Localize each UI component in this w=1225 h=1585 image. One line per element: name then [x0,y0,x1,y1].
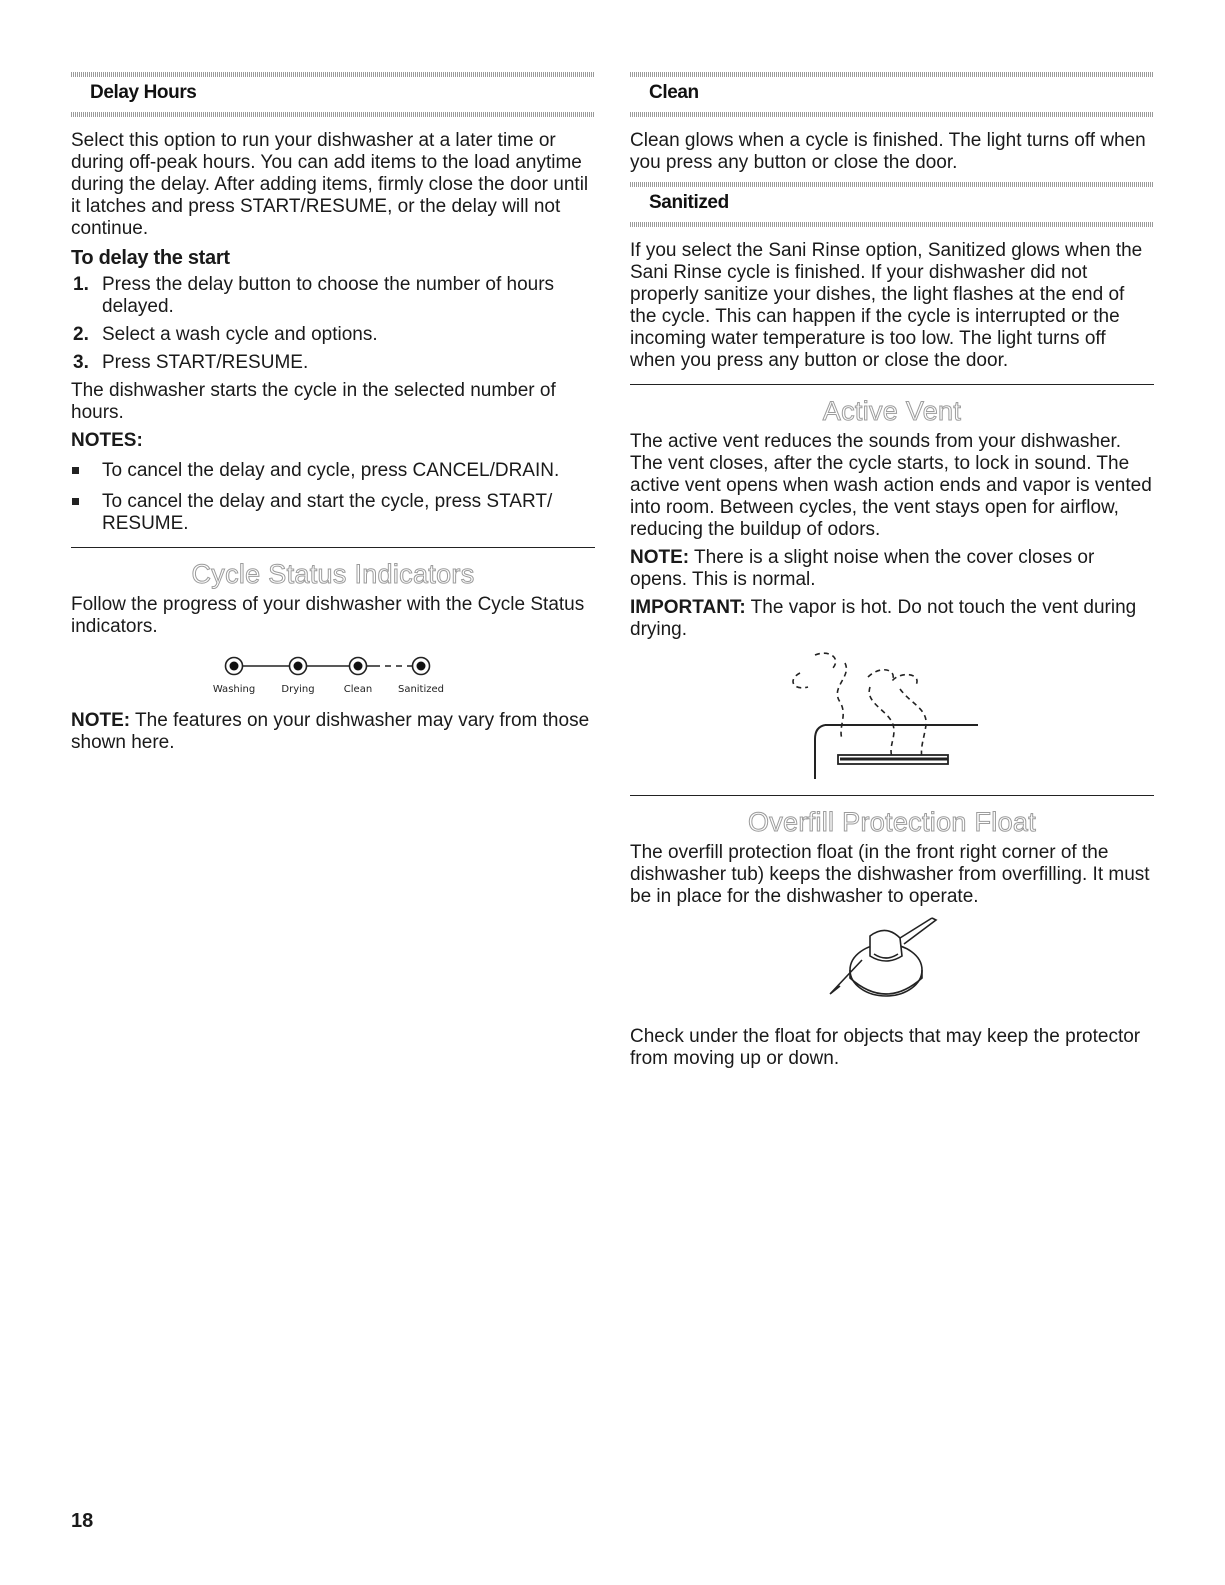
notes-list [71,460,595,535]
step-number: 1. [73,274,89,295]
delay-hours-heading-block [71,72,595,122]
left-column [71,72,595,760]
heading-rule-bottom [630,112,1154,117]
sanitized-heading: Sanitized [649,192,729,213]
section-divider [630,795,1154,796]
note-label: NOTE: [630,547,690,568]
cycle-status-intro: Follow the progress of your dishwasher with the Cycle Status indicators. [71,594,585,637]
step-item [71,352,595,374]
indicator-label-drying: Drying [281,684,315,695]
note-text: There is a slight noise when the cover closes or opens. This is normal. [630,547,1095,590]
vapor-steam-icon [793,653,926,759]
indicator-light-icon [350,658,367,675]
overfill-title: Overfill Protection Float [747,807,1037,837]
clean-text: Clean glows when a cycle is finished. The light turns off when you press any button or close the door. [630,130,1146,173]
heading-rule-top [630,182,1154,187]
cycle-status-indicators-diagram [213,652,453,700]
notes-title: NOTES: [71,430,143,451]
note-text: To cancel the delay and start the cycle, press START/ RESUME. [102,491,553,534]
indicator-label-sanitized: Sanitized [397,684,445,695]
indicator-label-clean: Clean [343,684,373,695]
note-label: NOTE: [71,710,131,731]
cycle-status-note [71,710,595,754]
active-vent-title: Active Vent [822,396,962,426]
indicator-light-icon [226,658,243,675]
indicator-light-icon [290,658,307,675]
sanitized-heading-block [630,182,1154,232]
important-label: IMPORTANT: [630,597,746,618]
overfill-check-text: Check under the float for objects that may keep the protector from moving up or down. [630,1026,1141,1069]
delay-start-steps [71,274,595,374]
step-text: Press START/RESUME. [102,352,309,373]
step-number: 3. [73,352,89,373]
heading-rule-bottom [71,112,595,117]
indicator-light-icon [413,658,430,675]
active-vent-text: The active vent reduces the sounds from your dishwasher. The vent closes, after the cycle starts, to lock in sound. The active vent opens when wash action ends and vapor is vented into room. Between cycles, the vent stays open for airflow, reducing the buildup of odors. [630,431,1152,540]
indicator-label-washing: Washing [213,684,256,695]
bullet-square-icon [72,498,79,505]
vent-housing-icon [815,725,978,779]
delay-start-subheading: To delay the start [71,247,230,269]
heading-rule-bottom [630,222,1154,227]
section-divider [71,547,595,548]
heading-rule-top [71,72,595,77]
clean-heading-block [630,72,1154,122]
note-item [71,491,595,535]
clean-heading: Clean [649,82,699,103]
delay-hours-intro: Select this option to run your dishwasher at a later time or during off-peak hours. You can add items to the load anytime during the delay. After adding items, firmly close the door until it latches and press START/RESUME, or the delay will not continue. [71,130,589,239]
heading-rule-top [630,72,1154,77]
cycle-status-title: Cycle Status Indicators [191,559,475,589]
note-item [71,460,595,482]
step-number: 2. [73,324,89,345]
page-number: 18 [71,1510,94,1532]
sanitized-text: If you select the Sani Rinse option, Sanitized glows when the Sani Rinse cycle is finished. If your dishwasher did not properly sanitize your dishes, the light flashes at the end of the cycle. This can happen if the cycle is interrupted or the incoming water temperature is too low. The light turns off when you press any button or close the door. [630,240,1143,371]
delay-after-steps: The dishwasher starts the cycle in the selected number of hours. [71,380,556,423]
active-vent-important [630,597,1154,641]
step-text: Press the delay button to choose the number of hours delayed. [102,274,555,317]
vent-vapor-illustration [630,647,1154,783]
step-item [71,324,595,346]
note-text: To cancel the delay and cycle, press CANCEL/DRAIN. [102,460,560,481]
active-vent-note [630,547,1154,591]
overfill-float-illustration [630,914,1154,1026]
note-text: The features on your dishwasher may vary from those shown here. [71,710,590,753]
step-item [71,274,595,318]
right-column [630,72,1154,1076]
delay-hours-heading: Delay Hours [90,82,197,103]
step-text: Select a wash cycle and options. [102,324,378,345]
important-text: The vapor is hot. Do not touch the vent during drying. [630,597,1137,640]
overfill-float-icon [830,918,936,996]
overfill-text: The overfill protection float (in the front right corner of the dishwasher tub) keeps the dishwasher from overfilling. It must be in place for the dishwasher to operate. [630,842,1150,907]
bullet-square-icon [72,467,79,474]
section-divider [630,384,1154,385]
